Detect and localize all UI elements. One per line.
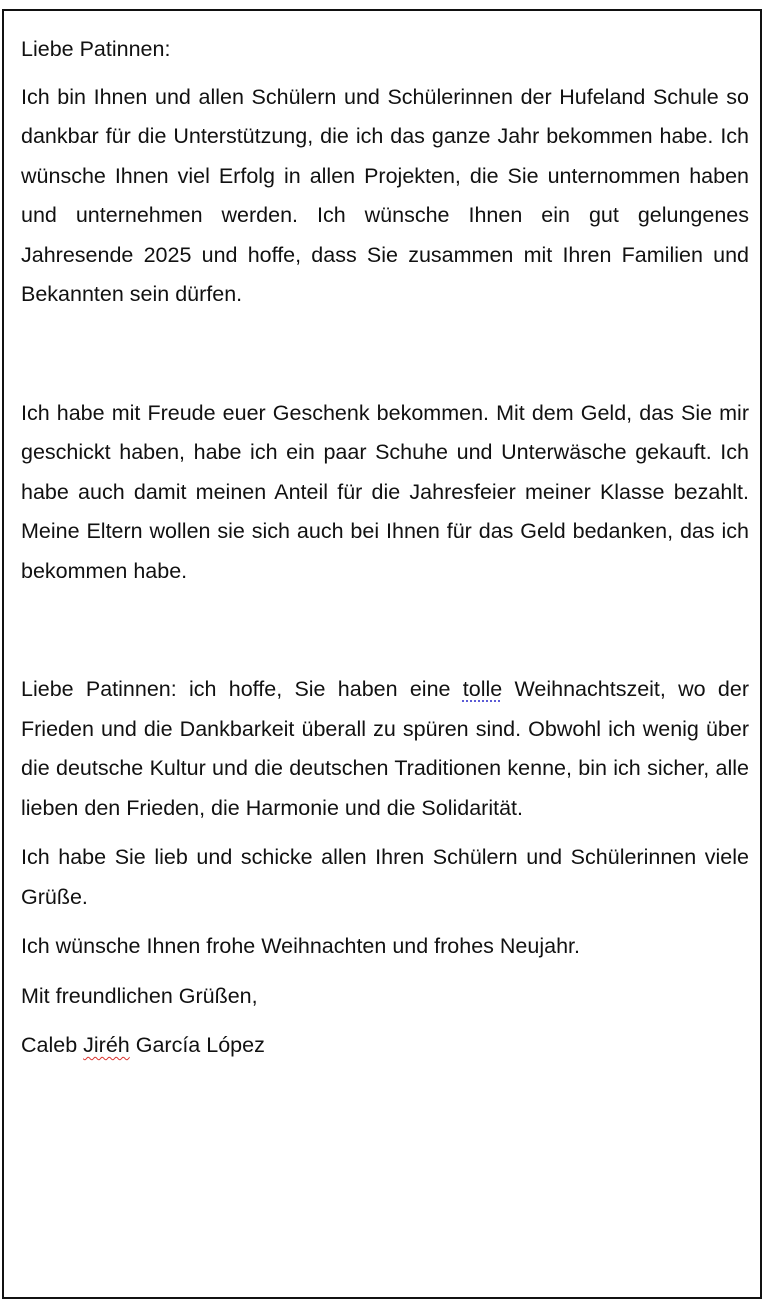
letter-paragraph-2: Ich habe mit Freude euer Geschenk bekommen. Mit dem Geld, das Sie mir geschickt haben, habe ich ein paar Schuhe und Unterwäsche gekauft. Ich habe auch damit meinen Anteil für die Jahresfeier meiner Klasse bezahlt. Meine Eltern wollen sie sich auch bei Ihnen für das Geld bedanken, das ich bekommen habe. [21, 400, 749, 583]
signature-last-name: García López [129, 1033, 265, 1057]
letter-greeting: Liebe Patinnen: [21, 37, 171, 61]
letter-body [21, 30, 749, 1066]
document-frame [2, 9, 762, 1299]
paragraph-3-text-end: Weihnachtszeit, wo der Frieden und die Dankbarkeit überall zu spüren sind. Obwohl ich wenig über die deutsche Kultur und die deutschen Traditionen kenne, bin ich sicher, alle lieben den Frieden, die Harmonie und die Solidarität. [21, 677, 749, 820]
letter-signature [21, 1026, 749, 1066]
letter-paragraph-1: Ich bin Ihnen und allen Schülern und Schülerinnen der Hufeland Schule so dankbar für die Unterstützung, die ich das ganze Jahr bekommen habe. Ich wünsche Ihnen viel Erfolg in allen Projekten, die Sie unternommen haben und unternehmen werden. Ich wünsche Ihnen ein gut gelungenes Jahresende 2025 und hoffe, dass Sie zusammen mit Ihren Familien und Bekannten sein dürfen. [21, 84, 749, 306]
paragraph-3-text-start: Liebe Patinnen: ich hoffe, Sie haben eine [21, 677, 463, 701]
signature-first-name: Caleb [21, 1033, 84, 1057]
letter-paragraph-4: Ich habe Sie lieb und schicke allen Ihren Schülern und Schülerinnen viele Grüße. [21, 845, 749, 909]
spelling-error-word[interactable]: Jiréh [83, 1033, 130, 1057]
grammar-suggestion-word[interactable]: tolle [462, 677, 503, 701]
letter-closing: Mit freundlichen Grüßen, [21, 983, 258, 1008]
letter-paragraph-3 [21, 670, 749, 828]
letter-paragraph-5: Ich wünsche Ihnen frohe Weihnachten und frohes Neujahr. [21, 934, 580, 958]
